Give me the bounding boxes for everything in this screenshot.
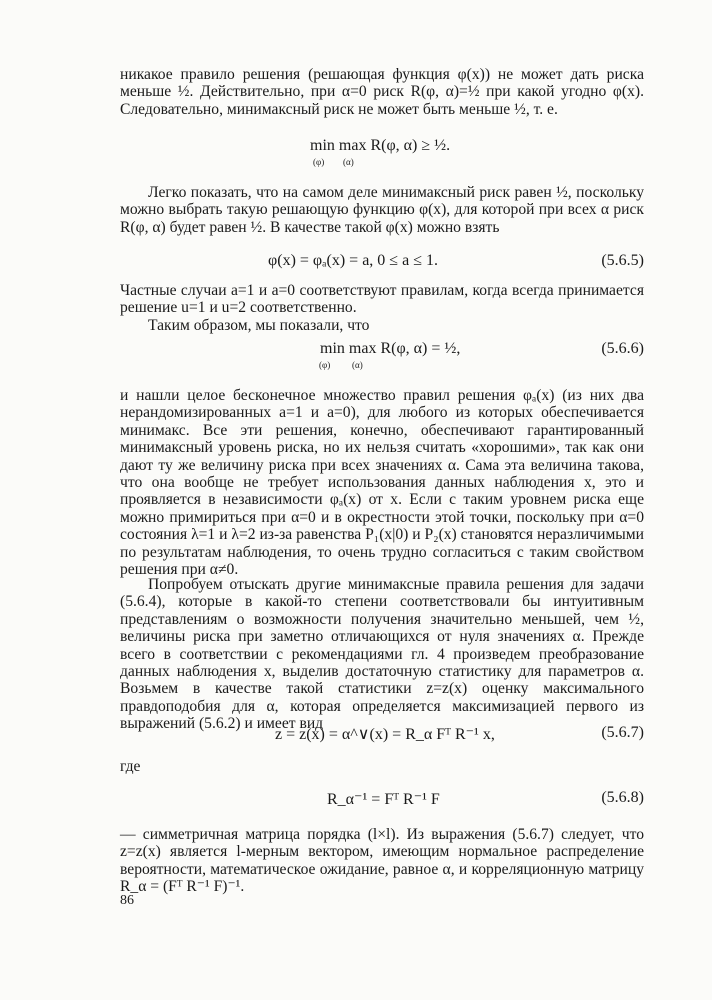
paragraph-6: Попробуем отыскать другие минимаксные правила решения для задачи (5.6.4), которые в какой-то степени соответствовали бы интуитивным представлениям о возможности получения значительно меньшей, чем ½, величины риска при заметно отличающихся от нуля значениях α. Прежде всего в соответствии с рекомендациями гл. 4 произведем преобразование данных наблюдения x, выделив достаточную статистику для параметров α. Возьмем в качестве такой статистики z=z(x) оценку максимального правдоподобия для α, которая определяется максимизацией первого из выражений (5.6.2) и имеет вид <box>120 576 644 733</box>
formula-5-6-5: φ(x) = φₐ(x) = a, 0 ≤ a ≤ 1. (5.6.5) <box>268 252 644 269</box>
page-number: 86 <box>120 893 134 908</box>
paragraph-5: и нашли целое бесконечное множество правил решения φₐ(x) (из них два нерандомизированных a=1 и a=0), для любого из которых обеспечивается минимакс. Все эти решения, конечно, обеспечивают гарантированный минимаксный уровень риска, но их нельзя считать «хорошими», так как они дают ту же величину риска при всех значениях α. Сама эта величина такова, что она вообще не требует использования данных наблюдения x, это и проявляется в независимости φₐ(x) от x. Если с таким уровнем риска еще можно примириться при α=0 и в окрестности этой точки, поскольку при α=0 состояния λ=1 и λ=2 из-за равенства P₁(x|0) и P₂(x) становятся неразличимыми по результатам наблюдения, то очень трудно согласиться с таким свойством решения при α≠0. <box>120 387 644 579</box>
paragraph-1: никакое правило решения (решающая функция φ(x)) не может дать риска меньше ½. Действительно, при α=0 риск R(φ, α)=½ при какой угодно φ(x). Следовательно, минимаксный риск не может быть меньше ½, т. е. <box>120 66 644 118</box>
paragraph-7: — симметричная матрица порядка (l×l). Из выражения (5.6.7) следует, что z=z(x) является l-мерным вектором, имеющим нормальное распределение вероятности, математическое ожидание, равное α, и корреляционную матрицу R_α = (Fᵀ R⁻¹ F)⁻¹. <box>120 826 644 896</box>
formula-5-6-6: min max R(φ, α) = ½, (φ) (α) (5.6.6) <box>319 340 644 370</box>
where-word: где <box>120 758 141 775</box>
paragraph-2: Легко показать, что на самом деле минимаксный риск равен ½, поскольку можно выбрать такую решающую функцию φ(x), для которой при всех α риск R(φ, α) будет равен ½. В качестве такой φ(x) можно взять <box>120 184 644 236</box>
formula-5-6-8: R_α⁻¹ = Fᵀ R⁻¹ F (5.6.8) <box>327 789 644 808</box>
paragraph-3: Частные случаи a=1 и a=0 соответствуют правилам, когда всегда принимается решение u=1 и u=2 соответственно. Таким образом, мы показали, что <box>120 282 644 334</box>
formula-minimax-bound: min max R(φ, α) ≥ ½. (φ) (α) <box>310 137 451 167</box>
formula-5-6-7: z = z(x) = α^∨(x) = R_α Fᵀ R⁻¹ x, (5.6.7) <box>275 724 644 743</box>
